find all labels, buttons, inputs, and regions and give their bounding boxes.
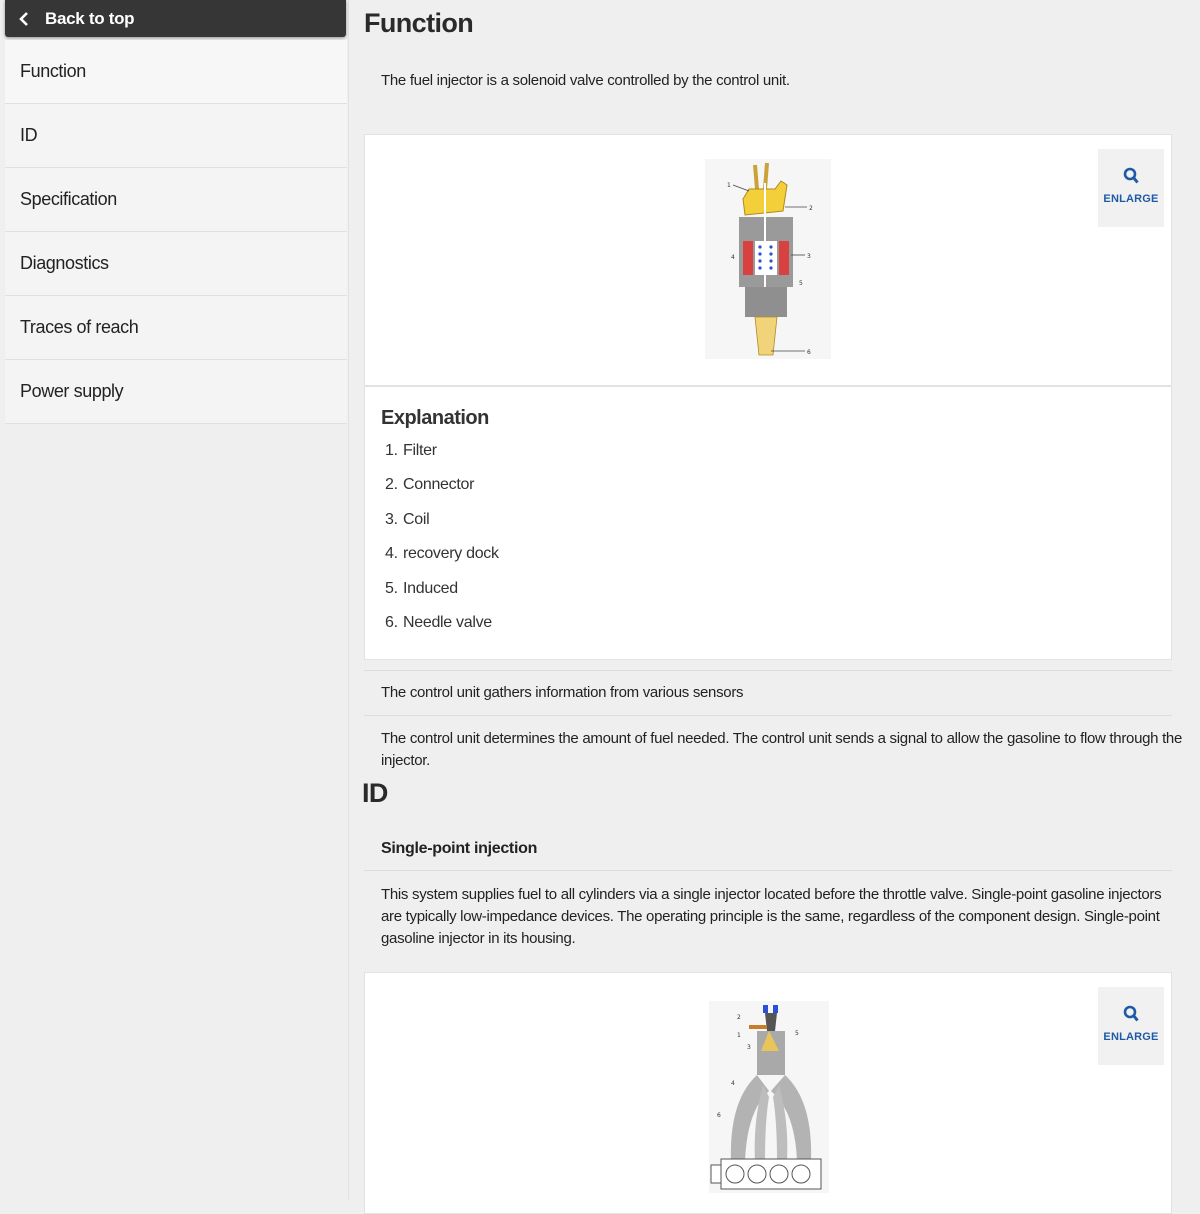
back-to-top-button[interactable] bbox=[5, 0, 346, 37]
sidebar-item-label: Function bbox=[20, 61, 86, 81]
sidebar-item-power-supply[interactable] bbox=[5, 360, 347, 424]
list-item-number: 3. bbox=[385, 510, 398, 528]
sidebar-item-label: Power supply bbox=[20, 381, 124, 401]
injector-figure-card bbox=[364, 134, 1172, 386]
id-heading: ID bbox=[362, 778, 388, 808]
id-body: This system supplies fuel to all cylinders via a single injector located before the throttle valve. Single-point gasoline injectors are typically low-impedance devices. The operating principle is the same, regardless of the component design. Single-point gasoline injector in its housing. bbox=[381, 886, 1162, 947]
list-item bbox=[385, 442, 499, 476]
single-point-injection-diagram[interactable] bbox=[709, 1001, 829, 1193]
sidebar-item-diagnostics[interactable] bbox=[5, 232, 347, 296]
svg-text:5: 5 bbox=[795, 1030, 799, 1037]
list-item bbox=[385, 580, 499, 614]
sidebar-item-label: Diagnostics bbox=[20, 253, 109, 273]
sidebar bbox=[0, 0, 349, 1200]
sidebar-item-function[interactable] bbox=[5, 40, 347, 104]
list-item bbox=[385, 511, 499, 545]
sidebar-item-id[interactable] bbox=[5, 104, 347, 168]
list-item bbox=[385, 614, 499, 648]
function-paragraph-2: The control unit determines the amount of fuel needed. The control unit sends a signal to allow the gasoline to flow through the injector. bbox=[381, 730, 1183, 769]
list-item-number: 6. bbox=[385, 613, 398, 631]
chevron-left-icon bbox=[19, 9, 45, 29]
sidebar-item-label: Traces of reach bbox=[20, 317, 139, 337]
sidebar-item-specification[interactable] bbox=[5, 168, 347, 232]
function-heading: Function bbox=[364, 8, 474, 38]
svg-text:2: 2 bbox=[737, 1014, 741, 1021]
magnifier-icon bbox=[1122, 166, 1140, 186]
svg-text:5: 5 bbox=[799, 280, 803, 287]
list-item-number: 4. bbox=[385, 545, 398, 563]
list-item-number: 1. bbox=[385, 442, 398, 459]
svg-text:1: 1 bbox=[727, 182, 731, 189]
list-item bbox=[385, 545, 499, 579]
enlarge-button[interactable] bbox=[1098, 149, 1164, 227]
function-paragraph-1: The control unit gathers information from various sensors bbox=[381, 684, 744, 701]
enlarge-button[interactable] bbox=[1098, 987, 1164, 1065]
sidebar-item-label: Specification bbox=[20, 189, 117, 209]
function-intro: The fuel injector is a solenoid valve controlled by the control unit. bbox=[381, 72, 790, 89]
divider bbox=[364, 870, 1172, 871]
enlarge-label: ENLARGE bbox=[1103, 1031, 1159, 1043]
list-item-number: 5. bbox=[385, 579, 398, 597]
list-item-number: 2. bbox=[385, 476, 398, 494]
list-item bbox=[385, 476, 499, 510]
explanation-list bbox=[385, 442, 499, 648]
divider bbox=[364, 715, 1172, 716]
back-to-top-label: Back to top bbox=[45, 8, 135, 28]
svg-text:6: 6 bbox=[807, 349, 811, 356]
svg-text:3: 3 bbox=[807, 253, 811, 260]
svg-text:2: 2 bbox=[809, 205, 813, 212]
list-item-text: Connector bbox=[403, 476, 475, 494]
svg-text:3: 3 bbox=[747, 1044, 751, 1051]
svg-text:4: 4 bbox=[731, 1080, 735, 1087]
enlarge-label: ENLARGE bbox=[1103, 193, 1159, 205]
svg-text:4: 4 bbox=[731, 254, 735, 261]
list-item-text: recovery dock bbox=[403, 545, 499, 563]
sidebar-nav bbox=[5, 40, 347, 424]
explanation-card bbox=[364, 386, 1172, 660]
manifold-figure-card bbox=[364, 972, 1172, 1214]
list-item-text: Coil bbox=[403, 510, 430, 528]
explanation-title: Explanation bbox=[381, 407, 489, 429]
divider bbox=[364, 670, 1172, 671]
list-item-text: Filter bbox=[403, 442, 437, 459]
sidebar-item-label: ID bbox=[20, 125, 38, 145]
fuel-injector-diagram[interactable] bbox=[705, 159, 831, 359]
list-item-text: Induced bbox=[403, 579, 458, 597]
magnifier-icon bbox=[1122, 1004, 1140, 1024]
main-content bbox=[348, 0, 1200, 1200]
id-subtitle: Single-point injection bbox=[381, 840, 538, 857]
svg-text:6: 6 bbox=[717, 1112, 721, 1119]
svg-text:1: 1 bbox=[737, 1032, 741, 1039]
list-item-text: Needle valve bbox=[403, 613, 492, 631]
sidebar-item-traces-of-reach[interactable] bbox=[5, 296, 347, 360]
